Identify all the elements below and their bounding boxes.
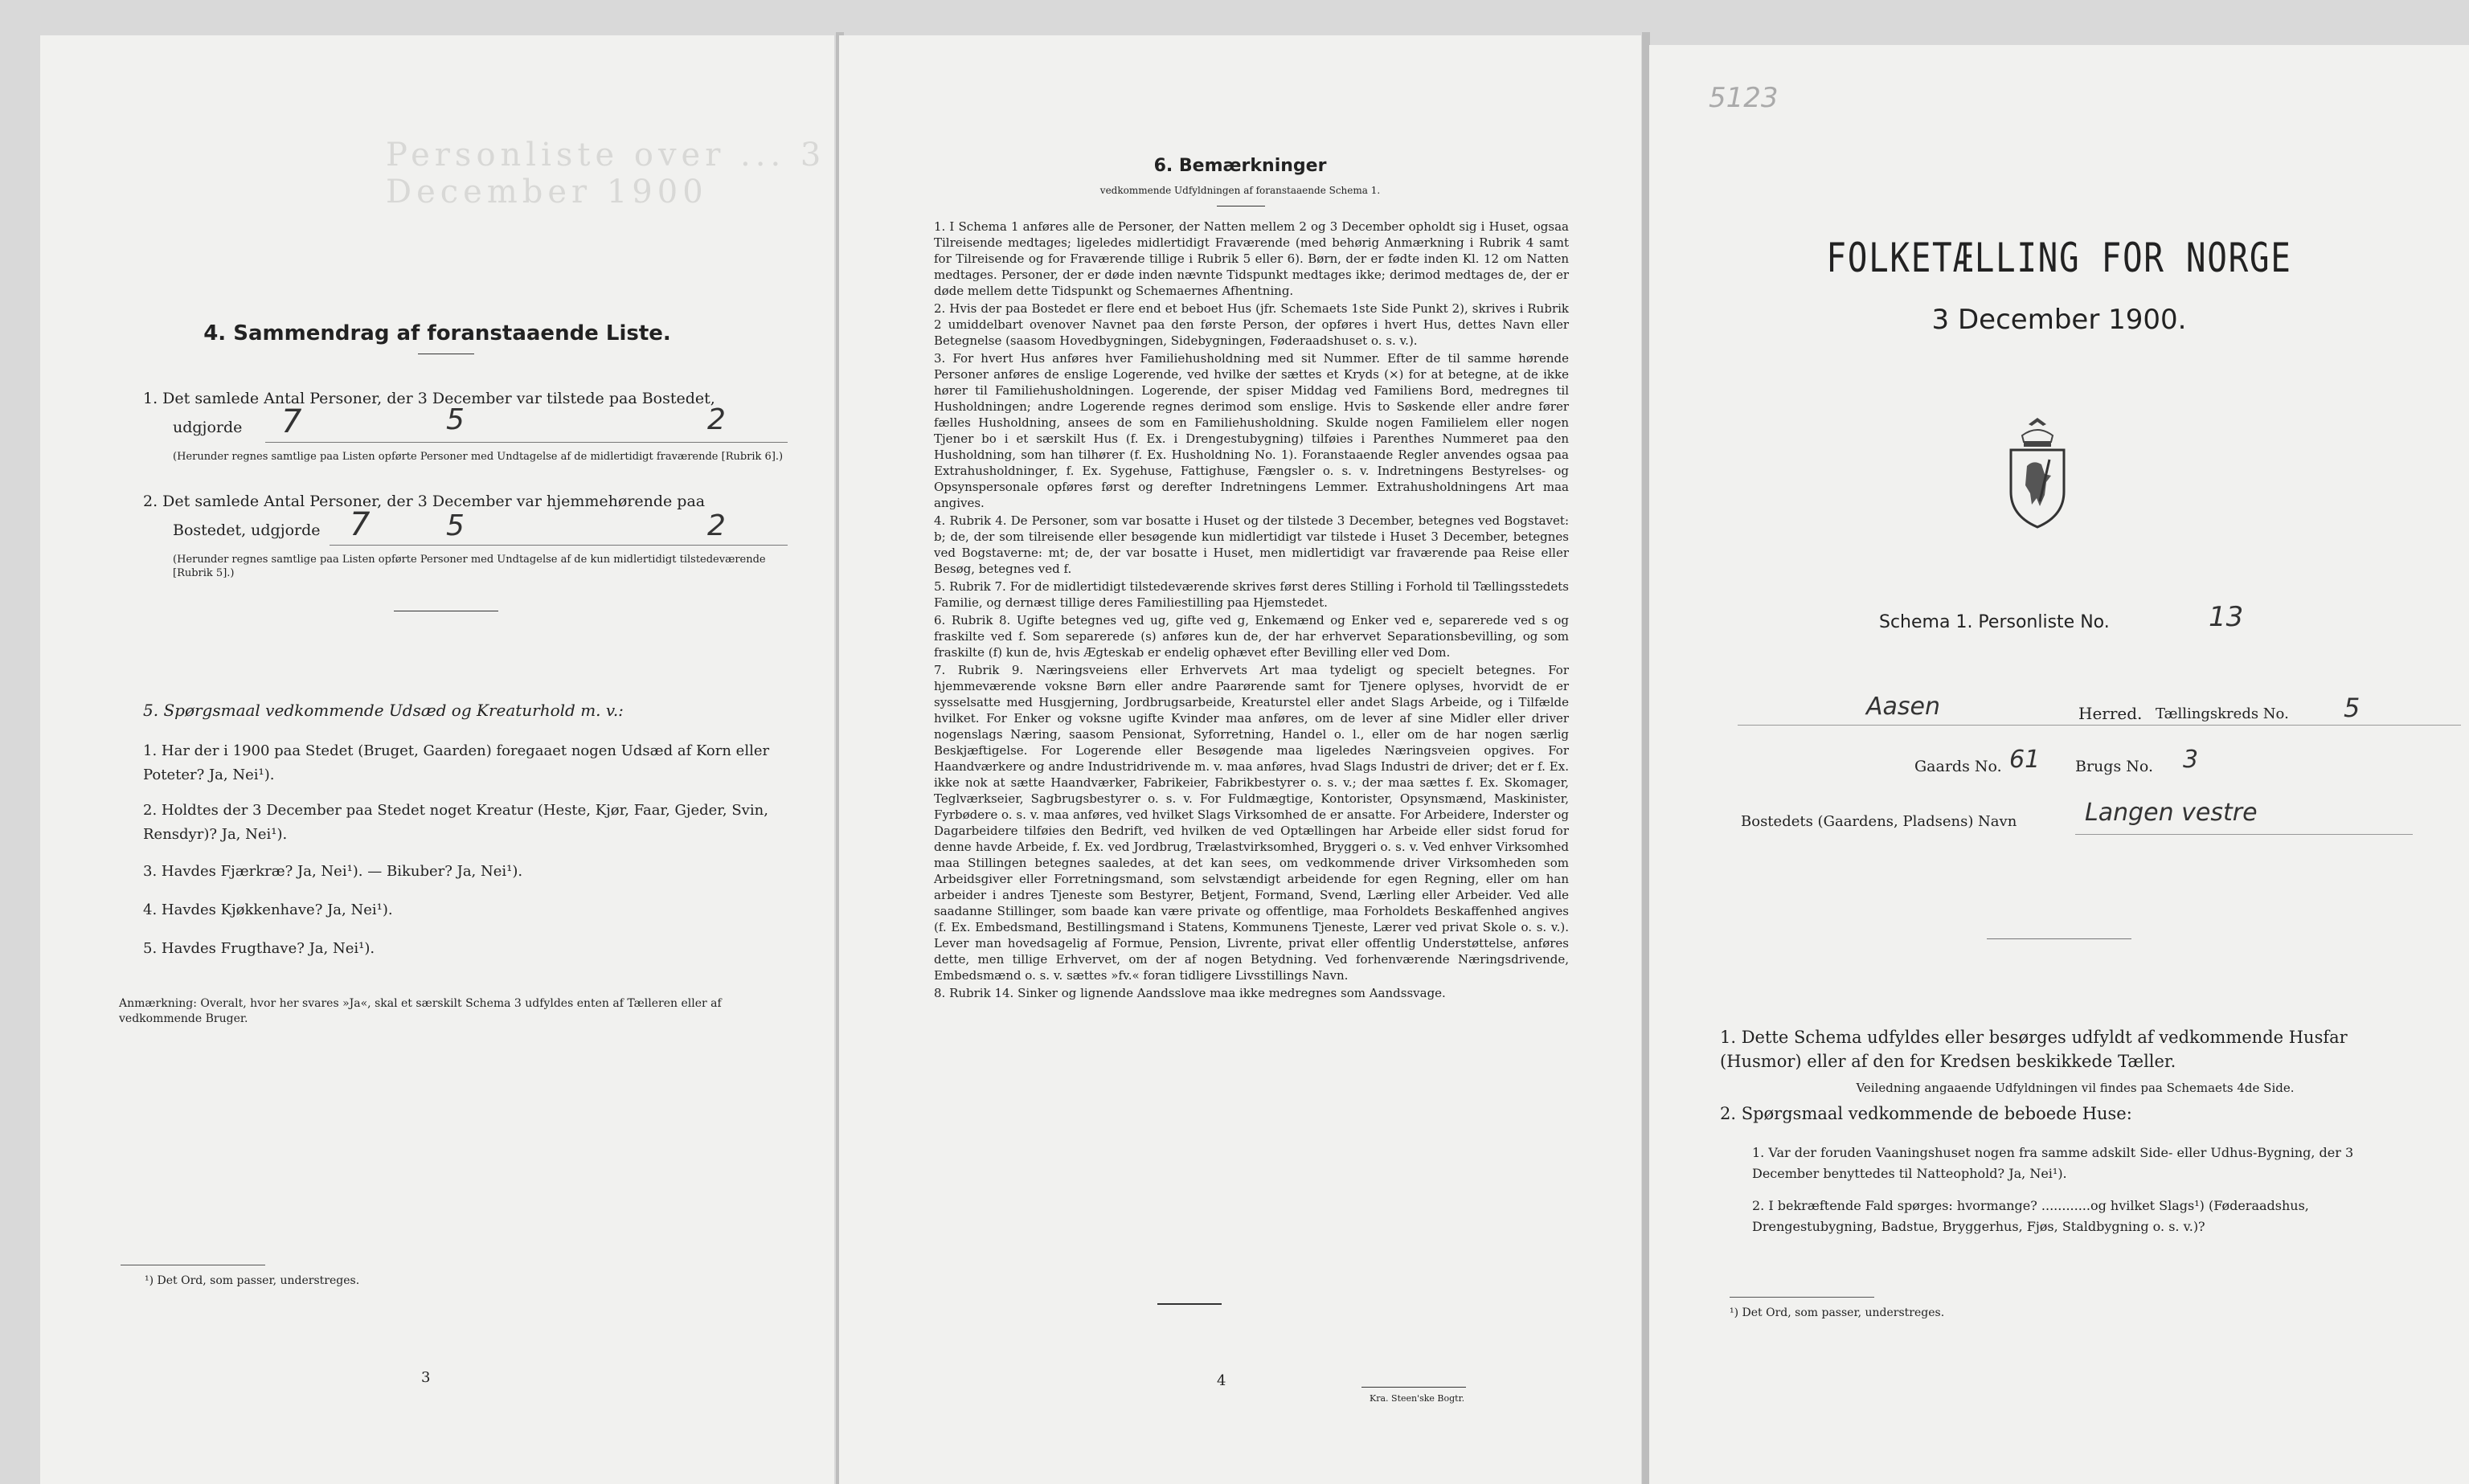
q1-underline	[265, 442, 788, 443]
instruction-2-1: 1. Var der foruden Vaaningshuset nogen fra samme adskilt Side- eller Udhus-Bygning, der 3 December benyttedes til Natteophold? Ja, Nei¹).	[1752, 1145, 2354, 1181]
q5-4: 4. Havdes Kjøkkenhave? Ja, Nei¹).	[143, 901, 393, 918]
instruction-2-2: 2. I bekræftende Fald spørges: hvormange? ............og hvilket Slags¹) (Føderaadshus, Drengestubygning, Badstue, Bryggerhus, Fjøs, Staldbygning o. s. v.)?	[1752, 1198, 2309, 1234]
printer-rule	[1361, 1387, 1466, 1388]
q5-2: 2. Holdtes der 3 December paa Stedet noget Kreatur (Heste, Kjør, Faar, Gjeder, Svin, Rensdyr)? Ja, Nei¹).	[143, 802, 768, 843]
kreds-value: 5	[2344, 693, 2360, 723]
remark-item: 7. Rubrik 9. Næringsveiens eller Erhvervets Art maa tydeligt og specielt betegnes. For hjemmeværende voksne Børn eller andre Paarørende samt for Tjenere oplyses, hvorvidt de er sysselsatte med Husgjerning, Jordbrugsarbeide, Kreaturstel eller andet Slags Arbeide, og i Tilfælde hvilket. For Enker og voksne ugifte Kvinder maa anføres, om de lever af sine Midler eller driver nogenslags Næring, saasom Pensionat, Syforretning, Handel o. l., eller om de har nogen særlig Beskjæftigelse. For Logerende eller Besøgende maa ligeledes Næringsveien opgives. For Haandværkere og andre Industridrivende m. v. maa anføres, hvad Slags Industri de driver; det er f. Ex. ikke nok at sætte Haandværker, Fabrikeier, Fabrikbestyrer o. s. v.; der maa sættes f. Ex. Skomager, Teglværkseier, Sagbrugsbestyrer o. s. v. For Fuldmægtige, Kontorister, Opsynsmænd, Maskinister, Fyrbødere o. s. v. maa anføres, ved hvilket Slags Virksomhed de er ansatte. For Arbeidere, Inderster og Dagarbeidere tilføies den Bedrift, ved hvilken de ved Optællingen har Arbeide eller sidst forud for denne havde Arbeide, f. Ex. ved Jordbrug, Trælastvirksomhed, Bryggeri o. s. v. Ved enhver Virksomhed maa Stillingen betegnes saaledes, at det kan sees, om vedkommende driver Virksomheden som Arbeidsgiver eller Forretningsmand, som selvstændigt arbeidende for egen Regning, eller om han arbeider i andres Tjeneste som Bestyrer, Betjent, Formand, Svend, Lærling eller Arbeider. Ved alle saadanne Stillinger, som baade kan være private og offentlige, maa Forholdets Beskaffenhed angives (f. Ex. Embedsmand, Bestillingsmand i Statens, Kommunens Tjeneste, Lærer ved privat Skole o. s. v.). Lever man hovedsagelig af Formue, Pension, Livrente, privat eller offentlig Understøttelse, anføres dette, men tillige Erhvervet, om der af nogen Betydning. Ved forhenværende Næringsdrivende, Embedsmænd o. s. v. sættes »fv.« foran tidligere Livsstillings Navn.	[934, 663, 1569, 983]
q2-men: 5	[446, 509, 465, 542]
instruction-2: 2. Spørgsmaal vedkommende de beboede Huse:	[1720, 1104, 2132, 1123]
q2-line1: 2. Det samlede Antal Personer, der 3 December var hjemmehørende paa	[143, 493, 706, 510]
remark: Anmærkning: Overalt, hvor her svares »Ja«, skal et særskilt Schema 3 udfyldes enten af Tælleren eller af vedkommende Bruger.	[119, 997, 722, 1025]
q1-note: (Herunder regnes samtlige paa Listen opførte Personer med Undtagelse af de midlertidigt fraværende [Rubrik 6].)	[173, 451, 784, 463]
q1-line1: 1. Det samlede Antal Personer, der 3 December var tilstede paa Bostedet,	[143, 390, 715, 407]
q2-label: Bostedet, udgjorde	[173, 521, 321, 539]
page-left	[40, 35, 834, 1484]
archive-number: 5123	[1709, 82, 1779, 114]
remark-item: 1. I Schema 1 anføres alle de Personer, der Natten mellem 2 og 3 December opholdt sig i Huset, ogsaa Tilreisende medtages; ligeledes midlertidigt Fraværende (med behørig Anmærkning i Rubrik 4 samt for Tilreisende og for Fraværende tillige i Rubrik 5 eller 6). Børn, der er fødte inden Kl. 12 om Natten medtages. Personer, der er døde inden nævnte Tidspunkt medtages ikke; derimod medtages de, der er døde mellem dette Tidspunkt og Schemaernes Afhentning.	[934, 219, 1569, 298]
gaards-label: Gaards No.	[1914, 758, 2002, 775]
personliste-number: 13	[2209, 601, 2244, 633]
page-middle	[839, 35, 1641, 1484]
footnote: ¹) Det Ord, som passer, understreges.	[1730, 1306, 1945, 1319]
footnote: ¹) Det Ord, som passer, understreges.	[145, 1274, 360, 1287]
printer-mark: Kra. Steen'ske Bogtr.	[1370, 1393, 1465, 1404]
page-right	[1649, 45, 2469, 1484]
q1-label: udgjorde	[173, 419, 243, 436]
bosted-line	[2075, 834, 2413, 835]
bosted-value: Langen vestre	[2085, 799, 2258, 827]
footnote-rule	[1730, 1297, 1874, 1298]
census-date: 3 December 1900.	[1931, 304, 2187, 336]
q1-total: 7	[281, 403, 302, 440]
remark-item: 8. Rubrik 14. Sinker og lignende Aandsslove maa ikke medregnes som Aandssvage.	[934, 986, 1446, 1000]
q2-women: 2	[707, 509, 726, 542]
remark-item: 3. For hvert Hus anføres hver Familiehusholdning med sit Nummer. Efter de til samme hørende Personer anføres de enslige Logerende, ved hvilke der sættes et Kryds (×) for at betegne, at de ikke hører til Familiehusholdningen. Logerende, der spiser Middag ved Familiens Bord, medregnes til Husholdningen; andre Logerende regnes derimod som enslige. Hvis to Søskende eller andre fører fælles Husholdning, ansees de som en Familiehusholdning. Skulde nogen Familielem eller nogen Tjener bo i et særskilt Hus (f. Ex. i Drengestubygning) tilføies i Parenthes Nummeret paa den Husholdning, som han tilhører (f. Ex. Husholdning No. 1). Foranstaaende Regler anvendes ogsaa paa Extrahusholdninger, f. Ex. Sygehuse, Fattighuse, Fængsler o. s. v. Indretningens Bestyrelses- og Opsynspersonale opføres først og derefter Indretningens Lemmer. Extrahusholdningens Art maa angives.	[934, 351, 1569, 510]
herred-value: Aasen	[1866, 693, 1941, 721]
page-number: 3	[421, 1369, 431, 1386]
remarks-subtitle: vedkommende Udfyldningen af foranstaaende Schema 1.	[1099, 185, 1381, 196]
section4-title: 4. Sammendrag af foranstaaende Liste.	[203, 321, 671, 345]
bosted-label: Bostedets (Gaardens, Pladsens) Navn	[1741, 813, 2017, 830]
remark-item: 5. Rubrik 7. For de midlertidigt tilstedeværende skrives først deres Stilling i Forhold til Tællingsstedets Familie, og dernæst tillige deres Familiestilling paa Hjemstedet.	[934, 579, 1569, 610]
herred-label: Herred.	[2078, 704, 2143, 723]
q5-5: 5. Havdes Frugthave? Ja, Nei¹).	[143, 940, 375, 957]
remark-item: 4. Rubrik 4. De Personer, som var bosatte i Huset og der tilstede 3 December, betegnes ved Bogstavet: b; de, der som tilreisende eller besøgende kun midlertidigt var tilstede i Huset 3 December, betegnes ved Bogstaverne: mt; de, der var bosatte i Huset, men midlertidigt var fraværende paa Reise eller Besøg, betegnes ved f.	[934, 513, 1569, 576]
q5-1: 1. Har der i 1900 paa Stedet (Bruget, Gaarden) foregaaet nogen Udsæd af Korn eller Poteter? Ja, Nei¹).	[143, 742, 770, 783]
section5-title: 5. Spørgsmaal vedkommende Udsæd og Kreaturhold m. v.:	[143, 701, 624, 720]
q2-underline	[330, 545, 788, 546]
q2-total: 7	[350, 506, 371, 543]
q1-men: 5	[446, 403, 465, 436]
remark-item: 6. Rubrik 8. Ugifte betegnes ved ug, gifte ved g, Enkemænd og Enker ved e, separerede ved s og fraskilte ved f. Som separerede (s) anføres kun de, der har erhvervet Separationsbevilling, og som fraskilte (f) kun de, hvis Ægteskab er endelig ophævet efter Bevilling eller ved Dom.	[934, 613, 1569, 660]
schema-label: Schema 1. Personliste No.	[1879, 612, 2110, 632]
remarks-title: 6. Bemærkninger	[1153, 156, 1327, 176]
q5-3: 3. Havdes Fjærkræ? Ja, Nei¹). — Bikuber? Ja, Nei¹).	[143, 863, 523, 880]
census-title: FOLKETÆLLING FOR NORGE	[1826, 235, 2292, 281]
brugs-value: 3	[2183, 746, 2199, 774]
instruction-1-note: Veiledning angaaende Udfyldningen vil findes paa Schemaets 4de Side.	[1856, 1081, 2295, 1095]
q2-note: (Herunder regnes samtlige paa Listen opførte Personer med Undtagelse af de kun midlertidigt tilstedeværende [Rubrik 5].)	[173, 554, 766, 579]
kreds-label: Tællingskreds No.	[2156, 705, 2289, 722]
gaards-value: 61	[2009, 746, 2041, 774]
end-rule	[1157, 1303, 1222, 1305]
ghost-bleedthrough-title: Personliste over ... 3 December 1900	[386, 137, 826, 211]
remarks-list	[934, 219, 1569, 1003]
q1-women: 2	[707, 403, 726, 436]
instruction-1: 1. Dette Schema udfyldes eller besørges udfyldt af vedkommende Husfar (Husmor) eller af den for Kredsen beskikkede Tæller.	[1720, 1028, 2348, 1071]
remark-item: 2. Hvis der paa Bostedet er flere end et beboet Hus (jfr. Schemaets 1ste Side Punkt 2), skrives i Rubrik 2 umiddelbart ovenover Navnet paa den første Person, der opføres i hvert Hus, dettes Navn eller Betegnelse (saasom Hovedbygningen, Sidebygningen, Føderaadshuset o. s. v.).	[934, 301, 1569, 348]
brugs-label: Brugs No.	[2075, 758, 2154, 775]
page-number: 4	[1217, 1372, 1226, 1389]
coat-of-arms-icon	[2004, 418, 2070, 530]
divider	[1987, 938, 2131, 939]
herred-line	[1738, 725, 2461, 726]
